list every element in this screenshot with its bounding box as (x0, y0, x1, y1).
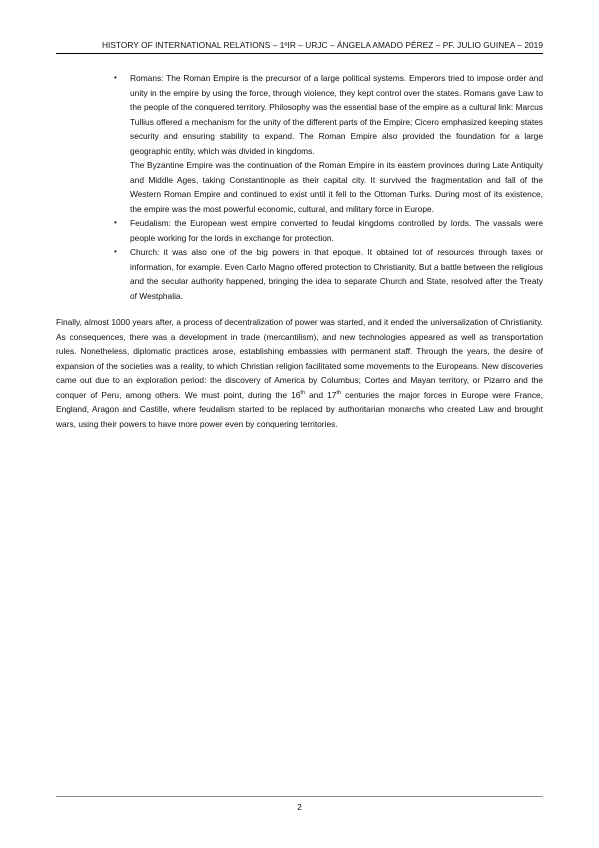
page-number: 2 (297, 802, 302, 812)
bullet-marker: • (114, 218, 117, 227)
bullet-item-romans (56, 71, 543, 216)
bullet-paragraph-romans: Romans: The Roman Empire is the precursor of a large political systems. Emperors tried to impose order and unity in the empire by using the force, through violence, they kept control over the states. Romans gave Law to the people of the conquered territory. Philosophy was the essential base of the empire as a cultural link: Marcus Tullius offered a mechanism for the unity of the different parts of the Empire; Cicero emphasized keeping states security and ensuring stability to expand. The Roman Empire also provided the foundation for a large geographic entity, which was divided in kingdoms. (130, 73, 543, 156)
bullet-marker: • (114, 73, 117, 82)
closing-text-end: centuries the major forces in Europe were France, England, Aragon and Castille, where feudalism started to be replaced by authoritarian monarchs who created Law and brought wars, using their powers to have more power even by conquering territories. (56, 389, 543, 429)
bullet-paragraph-feudalism: Feudalism: the European west empire converted to feudal kingdoms controlled by lords. The vassals were people working for the lords in exchange for protection. (130, 218, 543, 243)
bullet-paragraph-byzantine: The Byzantine Empire was the continuation of the Roman Empire in its eastern provinces during Late Antiquity and Middle Ages, taking Constantinople as their capital city. It survived the fragmentation and fall of the Western Roman Empire and continued to exist until it fell to the Ottoman Turks. During most of its existence, the empire was the most powerful economic, cultural, and military force in Europe. (130, 160, 543, 214)
running-header: HISTORY OF INTERNATIONAL RELATIONS – 1ºIR – URJC – ÁNGELA AMADO PÉREZ – PF. JULIO GUINEA – 2019 (101, 40, 543, 50)
bullet-item-church (56, 245, 543, 303)
ordinal-suffix: th (300, 389, 306, 396)
header-divider (56, 53, 543, 54)
page-body (56, 71, 543, 431)
footer-divider (56, 796, 543, 797)
closing-text-middle: and 17 (305, 389, 337, 400)
closing-paragraph (56, 315, 543, 431)
bullet-marker: • (114, 247, 117, 256)
bullet-list (56, 71, 543, 303)
bullet-paragraph-church: Church: it was also one of the big powers in that epoque. It obtained lot of resources through taxes or information, for example. Even Carlo Magno offered protection to Christianity. But a battle between the religious and the secular authority happened, bringing the idea to separate Church and State, resolved after the Treaty of Westphalia. (130, 247, 543, 301)
bullet-item-feudalism (56, 216, 543, 245)
ordinal-suffix: th (336, 389, 342, 396)
closing-text-start: Finally, almost 1000 years after, a process of decentralization of power was started, and it ended the universalization of Christianity. As consequences, there was a development in trade (mercantilism), and new technologies appeared as well as transportation rules. Nonetheless, diplomatic practices arose, establishing embassies with permanent staff. Through the years, the desire of expansion of the societies was a reality, to which Christian religion facilitated some movements to the Europeans. New discoveries came out due to an exploration period: the discovery of America by Columbus; Cortes and Mayan territory, or Pizarro and the conquer of Peru, among others. We must point, during the 16 (56, 317, 543, 400)
